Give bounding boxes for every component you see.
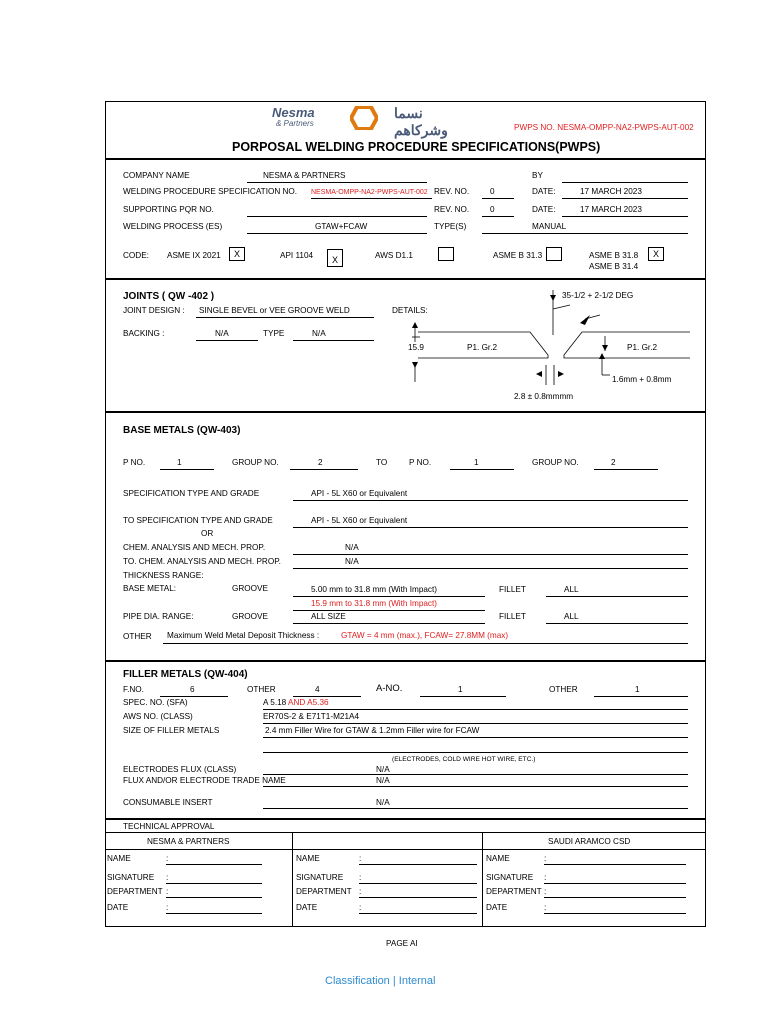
filler-other2-value: 1 — [635, 685, 640, 694]
backing-value: N/A — [215, 329, 229, 338]
joint-design-value: SINGLE BEVEL or VEE GROOVE WELD — [199, 306, 350, 315]
group-value: 2 — [318, 458, 323, 467]
approval-date-label-2: DATE — [296, 903, 318, 912]
to-spec-label: TO SPECIFICATION TYPE AND GRADE — [123, 516, 273, 525]
to-label: TO — [376, 458, 388, 467]
filler-other2-label: OTHER — [549, 685, 578, 694]
code-aws: AWS D1.1 — [375, 251, 413, 260]
code-b313: ASME B 31.3 — [493, 251, 543, 260]
approval-signature-label-3: SIGNATURE — [486, 873, 534, 882]
checkbox-api[interactable]: X — [327, 249, 343, 267]
code-api: API 1104 — [280, 251, 314, 260]
pwps-number: PWPS NO. NESMA-OMPP-NA2-PWPS-AUT-002 — [514, 123, 694, 132]
base-metal-label: BASE METAL: — [123, 584, 177, 593]
to-chem-value: N/A — [345, 557, 359, 566]
fillet-label: FILLET — [499, 585, 526, 594]
flux-value: N/A — [376, 765, 390, 774]
pipe-fillet-label: FILLET — [499, 612, 526, 621]
group-label: GROUP NO. — [232, 458, 279, 467]
fillet-value: ALL — [564, 585, 579, 594]
type-value: MANUAL — [532, 222, 567, 231]
approval-divider-1 — [292, 832, 293, 927]
p1-left: P1. Gr.2 — [467, 343, 498, 352]
date-value: 17 MARCH 2023 — [580, 187, 642, 196]
filler-spec-label: SPEC. NO. (SFA) — [123, 698, 188, 707]
pno-label: P NO. — [123, 458, 146, 467]
divider-approval — [105, 818, 706, 820]
filler-metals-title: FILLER METALS (QW-404) — [123, 669, 248, 680]
code-label: CODE: — [123, 251, 149, 260]
pipe-fillet-value: ALL — [564, 612, 579, 621]
company-logo: Nesma & Partners نسما وشركاهم — [272, 105, 448, 138]
approval-department-label-3: DEPARTMENT — [486, 887, 542, 896]
other-value: GTAW = 4 mm (max.), FCAW= 27.8MM (max) — [341, 631, 509, 640]
groove-value: 5.00 mm to 31.8 mm (With Impact) — [311, 585, 438, 594]
by-label: BY — [532, 171, 543, 180]
electrodes-note: (ELECTRODES, COLD WIRE HOT WIRE, ETC.) — [392, 756, 536, 763]
approval-department-label-1: DEPARTMENT — [107, 887, 163, 896]
process-label: WELDING PROCESS (ES) — [123, 222, 223, 231]
chem-value: N/A — [345, 543, 359, 552]
trade-label: FLUX AND/OR ELECTRODE TRADE NAME — [123, 776, 286, 785]
code-asme-ix: ASME IX 2021 — [167, 251, 221, 260]
insert-value: N/A — [376, 798, 390, 807]
rev-label: REV. NO. — [434, 187, 470, 196]
approval-department-label-2: DEPARTMENT — [296, 887, 352, 896]
approval-date-label-3: DATE — [486, 903, 508, 912]
spec-label: SPECIFICATION TYPE AND GRADE — [123, 489, 260, 498]
filler-other-value: 4 — [315, 685, 320, 694]
approval-divider-2 — [482, 832, 483, 927]
pno2-label: P NO. — [409, 458, 432, 467]
rev-value: 0 — [490, 187, 495, 196]
code-b314: ASME B 31.4 — [589, 262, 639, 271]
group2-value: 2 — [611, 458, 616, 467]
backing-type-label: TYPE — [263, 329, 285, 338]
ano-value: 1 — [458, 685, 463, 694]
divider-approval-sub — [105, 849, 706, 850]
approval-name-label-1: NAME — [107, 854, 131, 863]
fno-value: 6 — [190, 685, 195, 694]
root-gap: 2.8 ± 0.8mmmm — [514, 392, 574, 401]
approval-name-label-2: NAME — [296, 854, 320, 863]
or-label: OR — [201, 529, 214, 538]
filler-other-label: OTHER — [247, 685, 276, 694]
group2-label: GROUP NO. — [532, 458, 579, 467]
classification-label: Classification | Internal — [325, 975, 436, 987]
hexagon-icon — [350, 106, 378, 130]
groove-label: GROOVE — [232, 584, 268, 593]
backing-type-value: N/A — [312, 329, 326, 338]
groove-value-2: 15.9 mm to 31.8 mm (With Impact) — [311, 599, 438, 608]
divider-approval-head — [105, 832, 706, 833]
page-number: PAGE AI — [386, 939, 418, 948]
insert-label: CONSUMABLE INSERT — [123, 798, 213, 807]
approval-date-label-1: DATE — [107, 903, 129, 912]
divider-title — [105, 158, 706, 160]
code-b318: ASME B 31.8 — [589, 251, 639, 260]
trade-value: N/A — [376, 776, 390, 785]
approval-signature-label-2: SIGNATURE — [296, 873, 344, 882]
checkbox-aws[interactable] — [438, 247, 454, 261]
pipe-label: PIPE DIA. RANGE: — [123, 612, 194, 621]
chem-label: CHEM. ANALYSIS AND MECH. PROP. — [123, 543, 266, 552]
joint-thickness: 15.9 — [408, 343, 424, 352]
page-title: PORPOSAL WELDING PROCEDURE SPECIFICATIONS(PWPS) — [232, 140, 601, 154]
details-label: DETAILS: — [392, 306, 428, 315]
company-value: NESMA & PARTNERS — [263, 171, 346, 180]
date-value-2: 17 MARCH 2023 — [580, 205, 642, 214]
approval-left-header: NESMA & PARTNERS — [147, 837, 230, 846]
joints-title: JOINTS ( QW -402 ) — [123, 291, 215, 302]
other-text: Maximum Weld Metal Deposit Thickness : — [167, 631, 320, 640]
divider-base — [105, 411, 706, 413]
pno-value: 1 — [177, 458, 182, 467]
pipe-groove-value: ALL SIZE — [311, 612, 346, 621]
base-metals-title: BASE METALS (QW-403) — [123, 425, 241, 436]
approval-name-label-3: NAME — [486, 854, 510, 863]
root-face: 1.6mm + 0.8mm — [612, 375, 672, 384]
rev-value-2: 0 — [490, 205, 495, 214]
wps-value: NESMA-OMPP-NA2-PWPS-AUT-002 — [311, 189, 428, 196]
company-label: COMPANY NAME — [123, 171, 190, 180]
p1-right: P1. Gr.2 — [627, 343, 658, 352]
filler-spec-row: A 5.18 AND A5.36 — [263, 698, 329, 707]
pipe-groove-label: GROOVE — [232, 612, 268, 621]
approval-signature-label-1: SIGNATURE — [107, 873, 155, 882]
filler-aws-label: AWS NO. (CLASS) — [123, 712, 193, 721]
spec-value: API - 5L X60 or Equivalent — [311, 489, 408, 498]
filler-size-label: SIZE OF FILLER METALS — [123, 726, 220, 735]
ano-label: A-NO. — [376, 683, 403, 694]
filler-size-value: 2.4 mm Filler Wire for GTAW & 1.2mm Filler wire for FCAW — [265, 726, 480, 735]
checkbox-b313[interactable] — [546, 247, 562, 261]
bevel-angle: 35-1/2 + 2-1/2 DEG — [562, 291, 634, 300]
wps-label: WELDING PROCEDURE SPECIFICATION NO. — [123, 187, 298, 196]
pqr-label: SUPPORTING PQR NO. — [123, 205, 214, 214]
backing-label: BACKING : — [123, 329, 165, 338]
joint-design-label: JOINT DESIGN : — [123, 306, 185, 315]
divider-filler — [105, 660, 706, 662]
other-label: OTHER — [123, 632, 152, 641]
checkbox-b318[interactable]: X — [648, 247, 664, 261]
thickness-label: THICKNESS RANGE: — [123, 571, 204, 580]
process-value: GTAW+FCAW — [315, 222, 368, 231]
fno-label: F.NO. — [123, 685, 144, 694]
filler-aws-value: ER70S-2 & E71T1-M21A4 — [263, 712, 360, 721]
date-label: DATE: — [532, 187, 556, 196]
to-spec-value: API - 5L X60 or Equivalent — [311, 516, 408, 525]
type-label: TYPE(S) — [434, 222, 467, 231]
flux-label: ELECTRODES FLUX (CLASS) — [123, 765, 237, 774]
divider-joints — [105, 278, 706, 280]
approval-title: TECHNICAL APPROVAL — [123, 822, 215, 831]
rev-label-2: REV. NO. — [434, 205, 470, 214]
pno2-value: 1 — [474, 458, 479, 467]
date-label-2: DATE: — [532, 205, 556, 214]
checkbox-asme-ix[interactable]: X — [229, 247, 245, 261]
approval-right-header: SAUDI ARAMCO CSD — [548, 837, 631, 846]
to-chem-label: TO. CHEM. ANALYSIS AND MECH. PROP. — [123, 557, 281, 566]
